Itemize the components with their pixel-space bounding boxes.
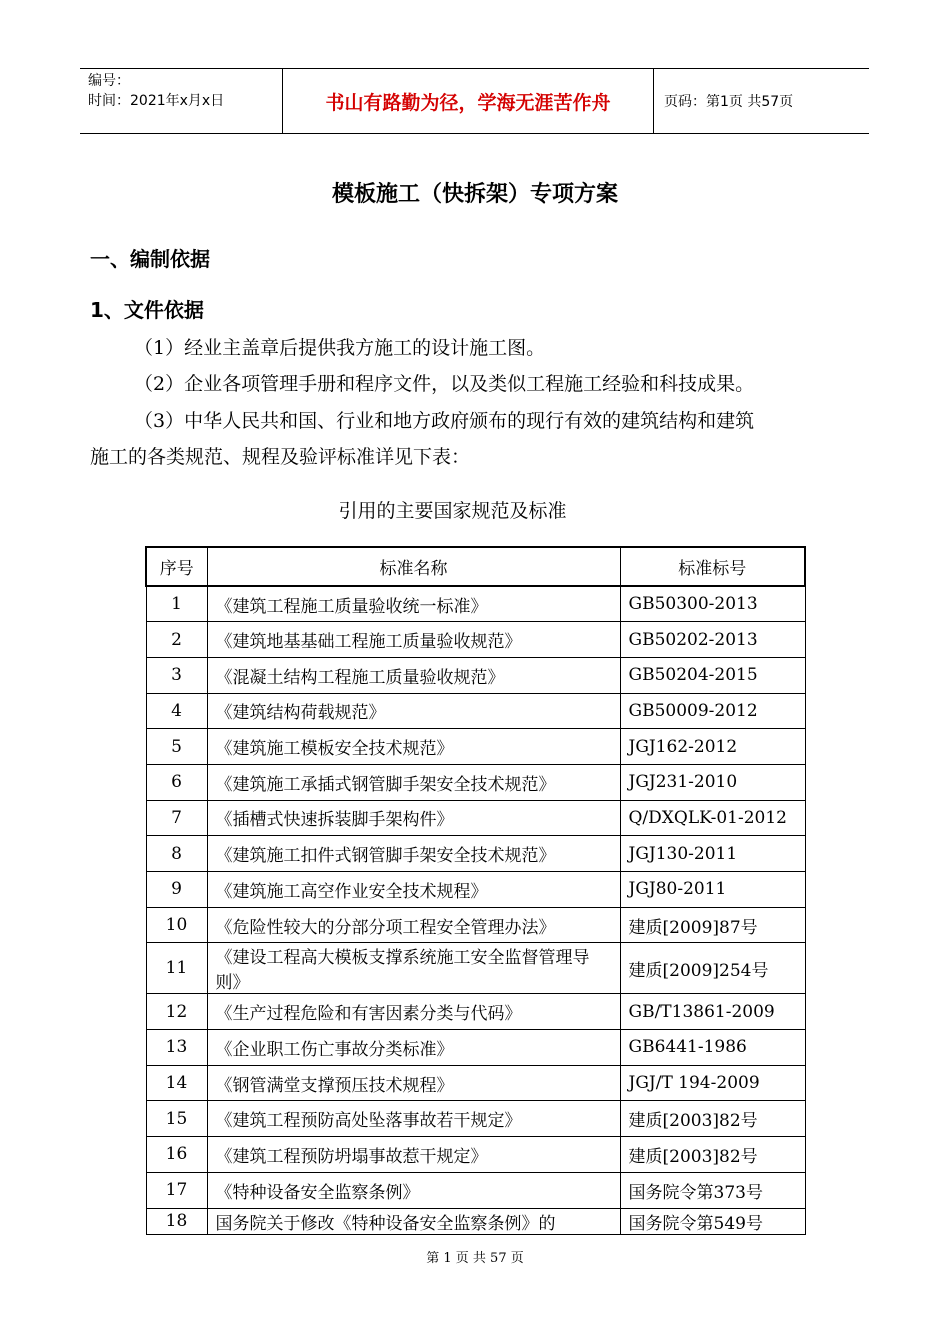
table-row: [146, 907, 805, 943]
table-row: [146, 1065, 805, 1101]
row-standard-code: JGJ80-2011: [620, 872, 805, 908]
number-label: 编号：: [88, 73, 130, 89]
row-number: 14: [146, 1065, 207, 1101]
table-row: [146, 622, 805, 658]
table-row: [146, 836, 805, 872]
motto: 书山有路勤为径，学海无涯苦作舟: [325, 91, 611, 114]
table-row: [146, 994, 805, 1030]
row-number: 16: [146, 1137, 207, 1173]
paragraph-3: （3）中华人民共和国、行业和地方政府颁布的现行有效的建筑结构和建筑: [134, 410, 755, 432]
row-number: 5: [146, 729, 207, 765]
header-code: 标准标号: [620, 547, 805, 586]
row-standard-code: GB50202-2013: [620, 622, 805, 658]
page-number: 第 1 页 共 57 页: [426, 1251, 524, 1266]
row-standard-code: JGJ231-2010: [620, 764, 805, 800]
row-standard-name: 《建设工程高大模板支撑系统施工安全监督管理导则》: [207, 943, 620, 994]
row-number: 10: [146, 907, 207, 943]
row-standard-code: 建质[2003]82号: [620, 1101, 805, 1137]
header-left-cell: [80, 69, 282, 133]
table-row: [146, 586, 805, 622]
row-standard-code: JGJ/T 194-2009: [620, 1065, 805, 1101]
table-row: [146, 1137, 805, 1173]
row-standard-code: 国务院令第373号: [620, 1172, 805, 1208]
row-standard-name: 《生产过程危险和有害因素分类与代码》: [207, 994, 620, 1030]
row-standard-code: GB/T13861-2009: [620, 994, 805, 1030]
header-name: 标准名称: [207, 547, 620, 586]
row-standard-name: 《企业职工伤亡事故分类标准》: [207, 1030, 620, 1066]
row-number: 3: [146, 657, 207, 693]
header-box: [80, 68, 869, 134]
table-row: [146, 693, 805, 729]
table-row: [146, 657, 805, 693]
paragraph-2: （2）企业各项管理手册和程序文件，以及类似工程施工经验和科技成果。: [134, 373, 755, 395]
row-standard-name: 国务院关于修改《特种设备安全监察条例》的: [207, 1208, 620, 1234]
table-row: [146, 943, 805, 994]
row-standard-name: 《建筑施工承插式钢管脚手架安全技术规范》: [207, 764, 620, 800]
row-number: 13: [146, 1030, 207, 1066]
row-standard-code: GB50300-2013: [620, 586, 805, 622]
row-standard-code: 国务院令第549号: [620, 1208, 805, 1234]
row-number: 17: [146, 1172, 207, 1208]
page-info: 页码：第1页 共57页: [664, 94, 794, 110]
table-header-row: [146, 547, 805, 586]
row-number: 4: [146, 693, 207, 729]
row-standard-code: 建质[2009]87号: [620, 907, 805, 943]
time-label: 时间：2021年x月x日: [88, 93, 225, 109]
row-number: 11: [146, 943, 207, 994]
row-standard-name: 《插槽式快速拆装脚手架构件》: [207, 800, 620, 836]
row-number: 9: [146, 872, 207, 908]
table-row: [146, 800, 805, 836]
table-caption: 引用的主要国家规范及标准: [338, 500, 567, 522]
row-standard-code: 建质[2003]82号: [620, 1137, 805, 1173]
table-row: [146, 1172, 805, 1208]
table-row: [146, 872, 805, 908]
row-standard-name: 《建筑施工扣件式钢管脚手架安全技术规范》: [207, 836, 620, 872]
table-row: [146, 1208, 805, 1234]
row-standard-name: 《混凝土结构工程施工质量验收规范》: [207, 657, 620, 693]
row-number: 8: [146, 836, 207, 872]
row-standard-name: 《危险性较大的分部分项工程安全管理办法》: [207, 907, 620, 943]
row-standard-code: JGJ130-2011: [620, 836, 805, 872]
row-standard-name: 《建筑施工高空作业安全技术规程》: [207, 872, 620, 908]
row-standard-name: 《建筑工程预防高处坠落事故若干规定》: [207, 1101, 620, 1137]
row-standard-name: 《建筑施工模板安全技术规范》: [207, 729, 620, 765]
table-row: [146, 1030, 805, 1066]
row-number: 18: [146, 1208, 207, 1234]
row-standard-name: 《建筑结构荷载规范》: [207, 693, 620, 729]
row-standard-code: GB50204-2015: [620, 657, 805, 693]
table-row: [146, 729, 805, 765]
row-standard-code: 建质[2009]254号: [620, 943, 805, 994]
row-standard-name: 《特种设备安全监察条例》: [207, 1172, 620, 1208]
table-row: [146, 1101, 805, 1137]
row-number: 6: [146, 764, 207, 800]
header-number: 序号: [146, 547, 207, 586]
section-heading: 一、编制依据: [90, 247, 210, 271]
document-title: 模板施工（快拆架）专项方案: [331, 182, 618, 207]
paragraph-3-continued: 施工的各类规范、规程及验评标准详见下表：: [90, 446, 471, 468]
row-standard-code: GB6441-1986: [620, 1030, 805, 1066]
row-number: 2: [146, 622, 207, 658]
row-standard-name: 《建筑工程预防坍塌事故惹干规定》: [207, 1137, 620, 1173]
standards-table: [145, 546, 806, 1235]
row-standard-code: Q/DXQLK-01-2012: [620, 800, 805, 836]
row-standard-code: JGJ162-2012: [620, 729, 805, 765]
row-standard-name: 《建筑地基基础工程施工质量验收规范》: [207, 622, 620, 658]
row-standard-name: 《钢管满堂支撑预压技术规程》: [207, 1065, 620, 1101]
row-standard-code: GB50009-2012: [620, 693, 805, 729]
row-number: 12: [146, 994, 207, 1030]
row-number: 15: [146, 1101, 207, 1137]
header-right-cell: [654, 69, 869, 133]
row-number: 7: [146, 800, 207, 836]
header-motto-cell: [282, 69, 654, 133]
paragraph-1: （1）经业主盖章后提供我方施工的设计施工图。: [134, 337, 546, 359]
row-standard-name: 《建筑工程施工质量验收统一标准》: [207, 586, 620, 622]
subsection-heading: 1、文件依据: [90, 298, 204, 322]
row-number: 1: [146, 586, 207, 622]
table-row: [146, 764, 805, 800]
